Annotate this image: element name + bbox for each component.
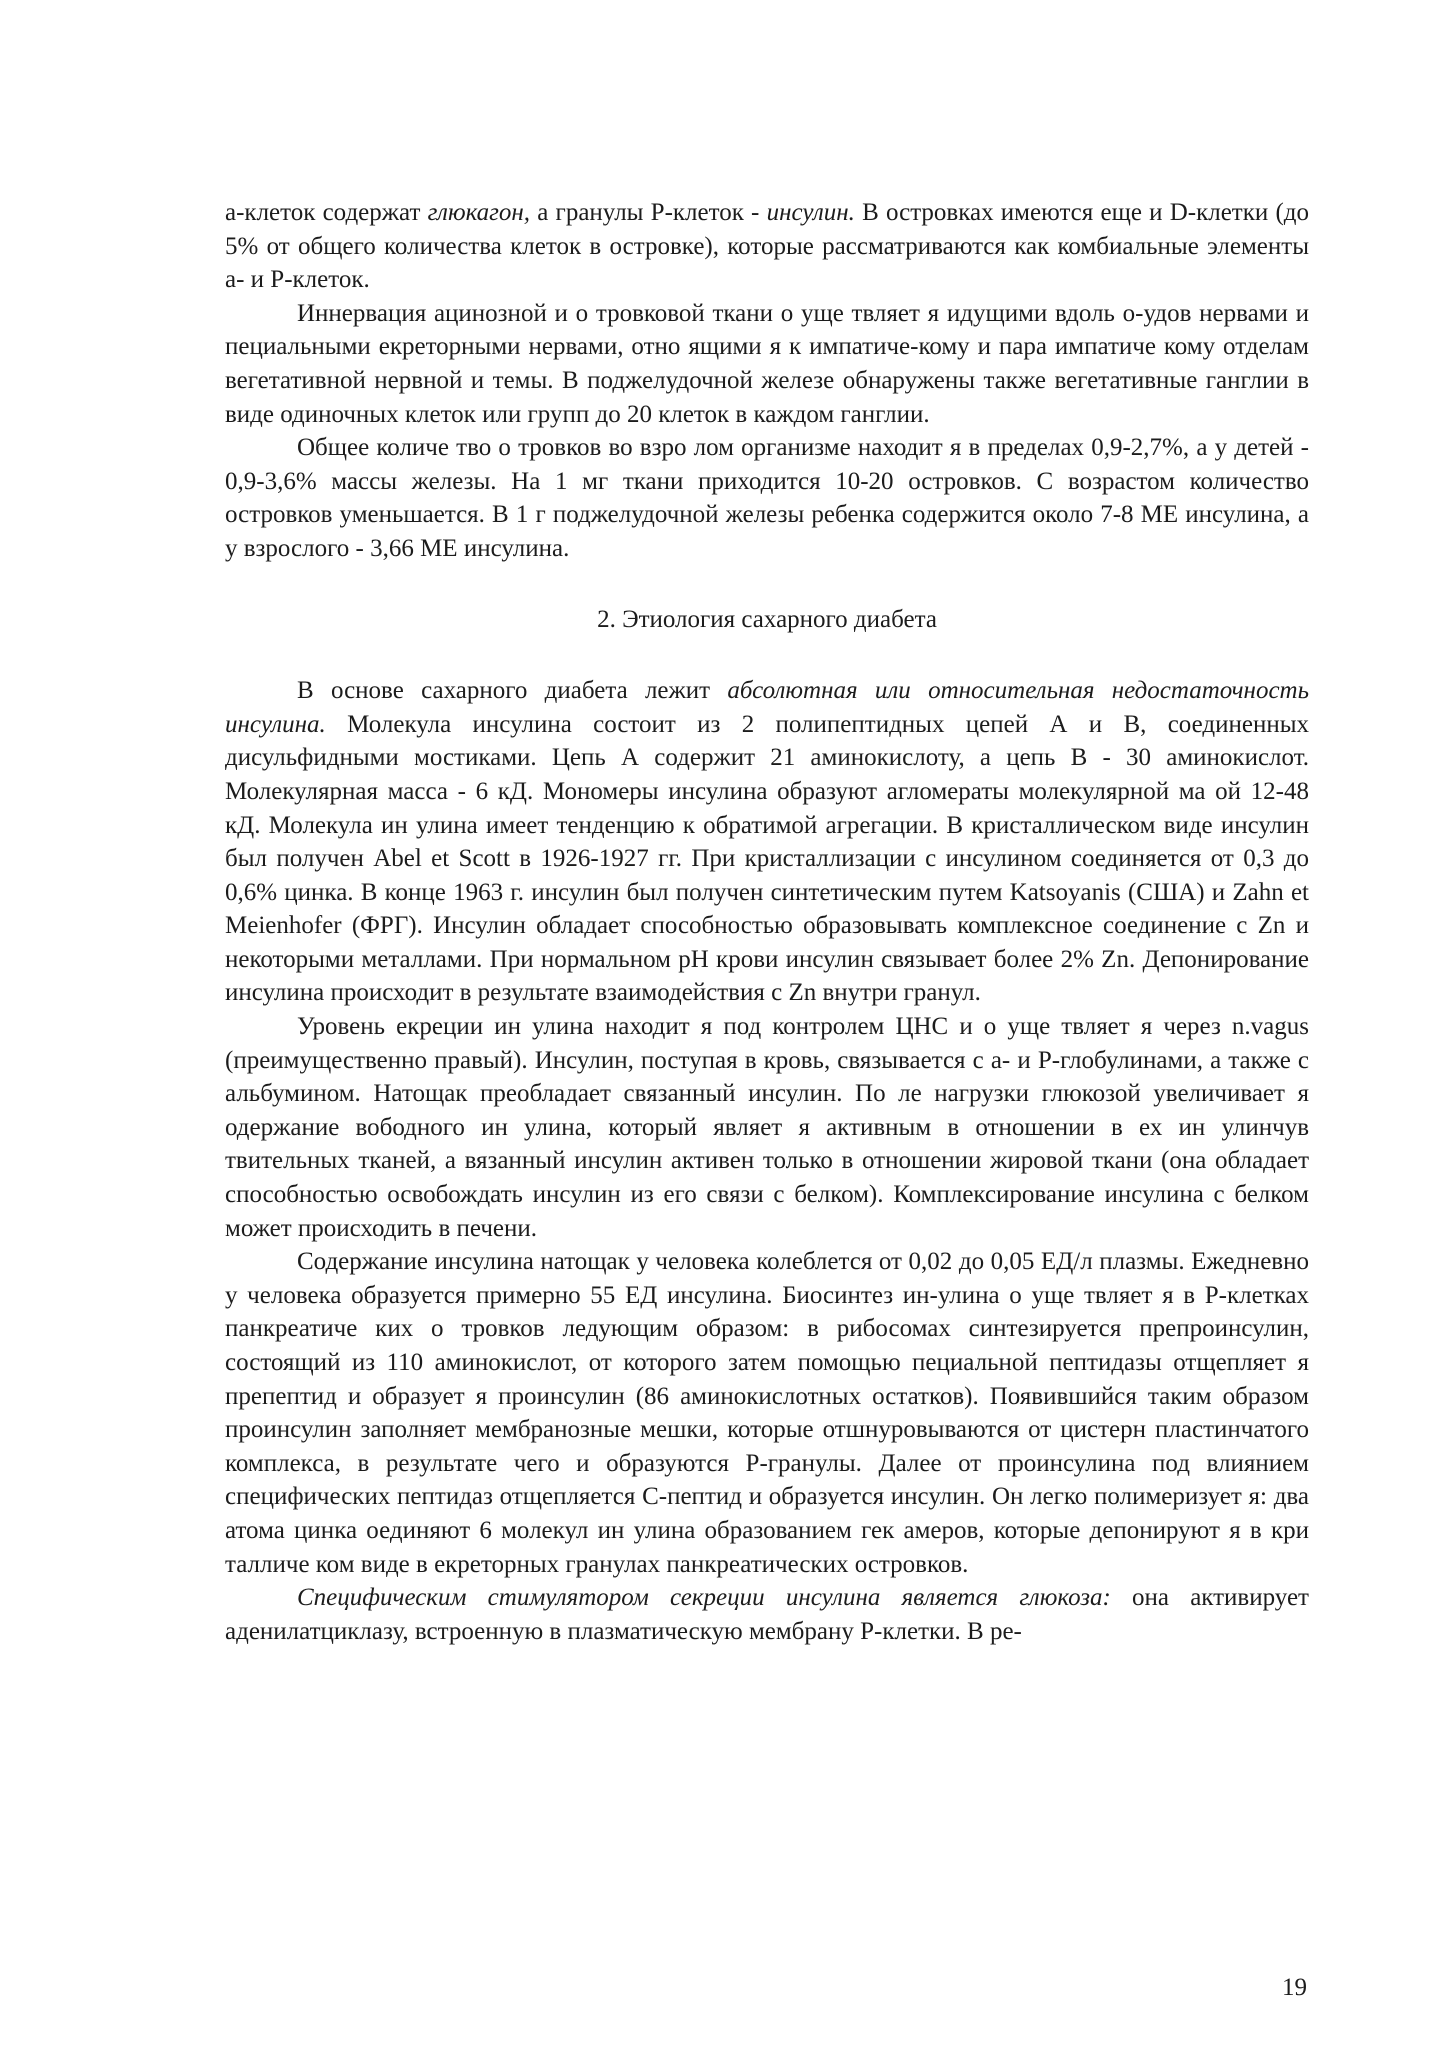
section-heading-wrap xyxy=(225,603,1309,637)
italic-term: Специфическим стимулятором секреции инсулина является глюкоза: xyxy=(297,1584,1111,1612)
section-heading: 2. Этиология сахарного диабета xyxy=(597,605,937,633)
paragraph-2: Иннервация ацинозной и о тровковой ткани о уще твляет я идущими вдоль о-удов нервами и пециальными екреторными нервами, отно ящими я к импатиче-кому и пара импатиче кому отделам вегетативной нервной и темы. В поджелудочной железе обнаружены также вегетативные ганглии в виде одиночных клеток или групп до 20 клеток в каждом ганглии. xyxy=(225,299,1309,428)
italic-term: абсолютная или относительная недостаточность инсулина. xyxy=(225,677,1309,738)
page-number: 19 xyxy=(1282,1974,1307,2001)
text-run: В островках имеются еще и D-клетки (до 5% от общего количества клеток в островке), которые рассматриваются как комбиальные элементы а- и Р-клеток. xyxy=(225,199,1309,294)
text-run: В основе сахарного диабета лежит xyxy=(297,677,728,705)
text-run: Молекула инсулина состоит из 2 полипептидных цепей А и В, соединенных дисульфидными мостиками. Цепь А содержит 21 аминокислоту, а цепь В - 30 аминокислот. Молекулярная масса - 6 кД. Мономеры инсулина образуют агломераты молекулярной ма ой 12-48 кД. Молекула ин улина имеет тенденцию к обратимой агрегации. В кристаллическом виде инсулин был получен Abel et Scott в 1926-1927 гг. При кристаллизации с инсулином соединяется от 0,3 до 0,6% цинка. В конце 1963 г. инсулин был получен синтетическим путем Katsoyanis (США) и Zahn et Meienhofer (ФРГ). Инсулин обладает способностью образовывать комплексное соединение с Zn и некоторыми металлами. При нормальном pH крови инсулин связывает более 2% Zn. Депонирование инсулина происходит в результате взаимодействия с Zn внутри гранул. xyxy=(225,710,1309,1007)
text-run: а-клеток содержат xyxy=(225,199,428,226)
paragraph-6: Содержание инсулина натощак у человека колеблется от 0,02 до 0,05 ЕД/л плазмы. Ежедневно у человека образуется примерно 55 ЕД инсулина. Биосинтез ин-улина о уще твляет я в Р-клетках панкреатиче ких о тровков ледующим образом: в рибосомах синтезируется препроинсулин, состоящий из 110 аминокислот, от которого затем помощью пециальной пептидазы отщепляет я препептид и образует я проинсулин (86 аминокислотных остатков). Появившийся таким образом проинсулин заполняет мембранозные мешки, которые отшнуровываются от цистерн пластинчатого комплекса, в результате чего и образуются Р-гранулы. Далее от проинсулина под влиянием специфических пептидаз отщепляется С-пептид и образуется инсулин. Он легко полимеризует я: два атома цинка оединяют 6 молекул ин улина образованием гек амеров, которые депонируют я в кри талличе ком виде в екреторных гранулах панкреатических островков. xyxy=(225,1248,1309,1578)
italic-term: инсулин. xyxy=(766,199,855,226)
paragraph-1 xyxy=(225,196,1309,297)
text-run: она активирует аденилатциклазу, встроенную в плазматическую мембрану Р-клетки. В ре- xyxy=(225,1584,1309,1645)
italic-term: глюкагон, xyxy=(427,199,531,226)
paragraph-7 xyxy=(225,1581,1309,1648)
paragraph-5: Уровень екреции ин улина находит я под контролем ЦНС и о уще твляет я через n.vagus (преимущественно правый). Инсулин, поступая в кровь, связывается с а- и Р-глобулинами, а также с альбумином. Натощак преобладает связанный инсулин. По ле нагрузки глюкозой увеличивает я одержание вободного ин улина, который являет я активным в отношении в ех ин улинчув твительных тканей, а вязанный инсулин активен только в отношении жировой ткани (она обладает способностью освобождать инсулин из его связи с белком). Комплексирование инсулина с белком может происходить в печени. xyxy=(225,1013,1309,1242)
paragraph-3: Общее количе тво о тровков во взро лом организме находит я в пределах 0,9-2,7%, а у детей - 0,9-3,6% массы железы. На 1 мг ткани приходится 10-20 островков. С возрастом количество островков уменьшается. В 1 г поджелудочной железы ребенка содержится около 7-8 МЕ инсулина, а у взрослого - 3,66 МЕ инсулина. xyxy=(225,434,1309,562)
document-page xyxy=(225,196,1309,1648)
text-run: а гранулы Р-клеток - xyxy=(530,199,767,226)
paragraph-4 xyxy=(225,674,1309,1010)
